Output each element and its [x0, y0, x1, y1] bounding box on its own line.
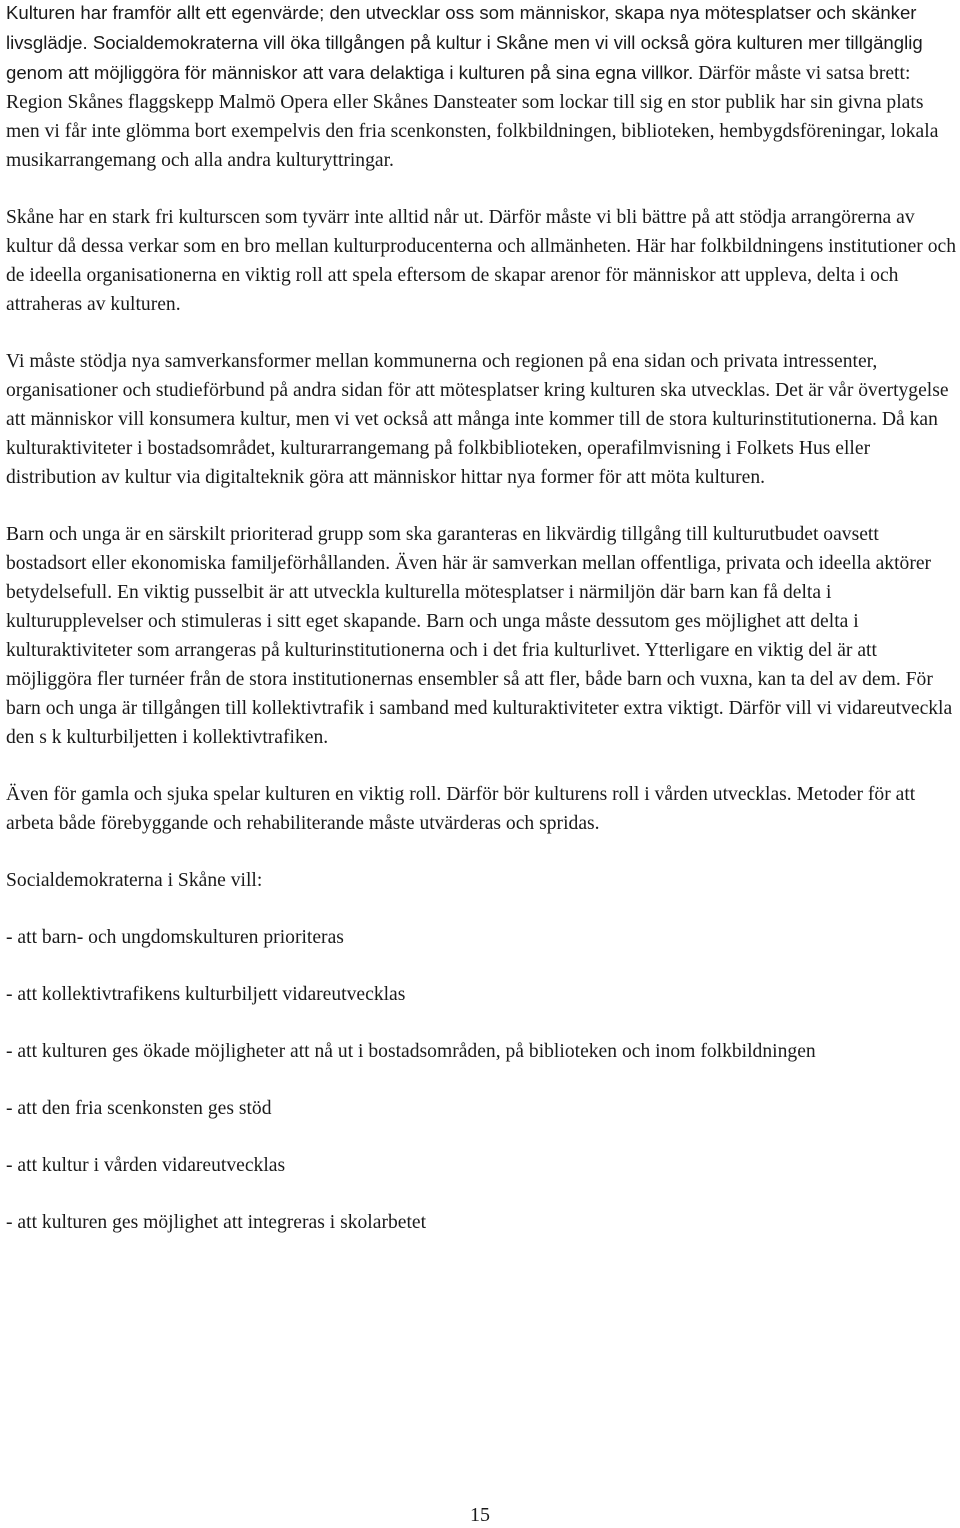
paragraph-culture-intro [6, 0, 958, 175]
paragraph-collaboration: Vi måste stödja nya samverkansformer mellan kommunerna och regionen på ena sidan och privata intressenter, organisationer och studieförbund på andra sidan för att mötesplatser kring kulturen ska utvecklas. Det är vår övertygelse att människor vill konsumera kultur, men vi vet också att många inte kommer till de stora kulturinstitutionerna. Då kan kulturaktiviteter i bostadsområdet, kulturarrangemang på folkbiblioteken, operafilmvisning i Folkets Hus eller distribution av kultur via digitalteknik göra att människor hittar nya former för att möta kulturen. [6, 351, 949, 488]
list-item: - att kultur i vården vidareutvecklas [6, 1155, 286, 1176]
list-item: - att kulturen ges ökade möjligheter att nå ut i bostadsområden, på biblioteken och inom folkbildningen [6, 1041, 816, 1062]
paragraph-free-culture-scene: Skåne har en stark fri kulturscen som tyvärr inte alltid når ut. Därför måste vi bli bättre på att stödja arrangörerna av kultur då dessa verkar som en bro mellan kulturproducenterna och allmänheten. Här har folkbildningens institutioner och de ideella organisationerna en viktig roll att spela eftersom de skapar arenor för människor att uppleva, delta i och attraheras av kulturen. [6, 207, 957, 315]
paragraph-culture-intro-sans: Kulturen har framför allt ett egenvärde; den utvecklar oss som människor, skapa nya mötesplatser och skänker livsglädje. Socialdemokraterna vill öka tillgången på kultur i Skåne men vi vill också göra kulturen mer tillgänglig genom att möjliggöra för människor att vara delaktiga i kulturen på sina egna villkor. [6, 2, 923, 83]
paragraph-elderly-care: Även för gamla och sjuka spelar kulturen en viktig roll. Därför bör kulturens roll i vården utvecklas. Metoder för att arbeta både förebyggande och rehabiliterande måste utvärderas och spridas. [6, 784, 916, 834]
list-item: - att kollektivtrafikens kulturbiljett vidareutvecklas [6, 984, 406, 1005]
list-label: Socialdemokraterna i Skåne vill: [6, 870, 263, 891]
paragraph-culture-intro-serif: Därför måste vi satsa brett: Region Skånes flaggskepp Malmö Opera eller Skånes Dansteater som lockar till sig en stor publik har sin givna plats men vi får inte glömma bort exempelvis den fria scenkonsten, folkbildningen, biblioteken, hembygdsföreningar, lokala musikarrangemang och alla andra kulturyttringar. [6, 63, 939, 171]
paragraph-children-youth: Barn och unga är en särskilt prioriterad grupp som ska garanteras en likvärdig tillgång till kulturutbudet oavsett bostadsort eller ekonomiska familjeförhållanden. Även här är samverkan mellan offentliga, privata och ideella aktörer betydelsefull. En viktig pusselbit är att utveckla kulturella mötesplatser i närmiljön där barn kan få delta i kulturupplevelser och stimuleras i sitt eget skapande. Barn och unga måste dessutom ges möjlighet att delta i kulturaktiviteter som arrangeras på kulturinstitutionerna och i det fria kulturlivet. Ytterligare en viktig del är att möjliggöra fler turnéer från de stora institutionernas ensembler så att fler, både barn och vuxna, kan ta del av dem. För barn och unga är tillgången till kollektivtrafik i samband med kulturaktiviteter extra viktigt. Därför vill vi vidareutveckla den s k kulturbiljetten i kollektivtrafiken. [6, 524, 953, 748]
demands-list [6, 923, 958, 1237]
list-item: - att kulturen ges möjlighet att integreras i skolarbetet [6, 1212, 427, 1233]
page-number: 15 [470, 1504, 490, 1526]
list-item: - att barn- och ungdomskulturen prioriteras [6, 927, 344, 948]
document-page [6, 0, 958, 1265]
list-item: - att den fria scenkonsten ges stöd [6, 1098, 272, 1119]
